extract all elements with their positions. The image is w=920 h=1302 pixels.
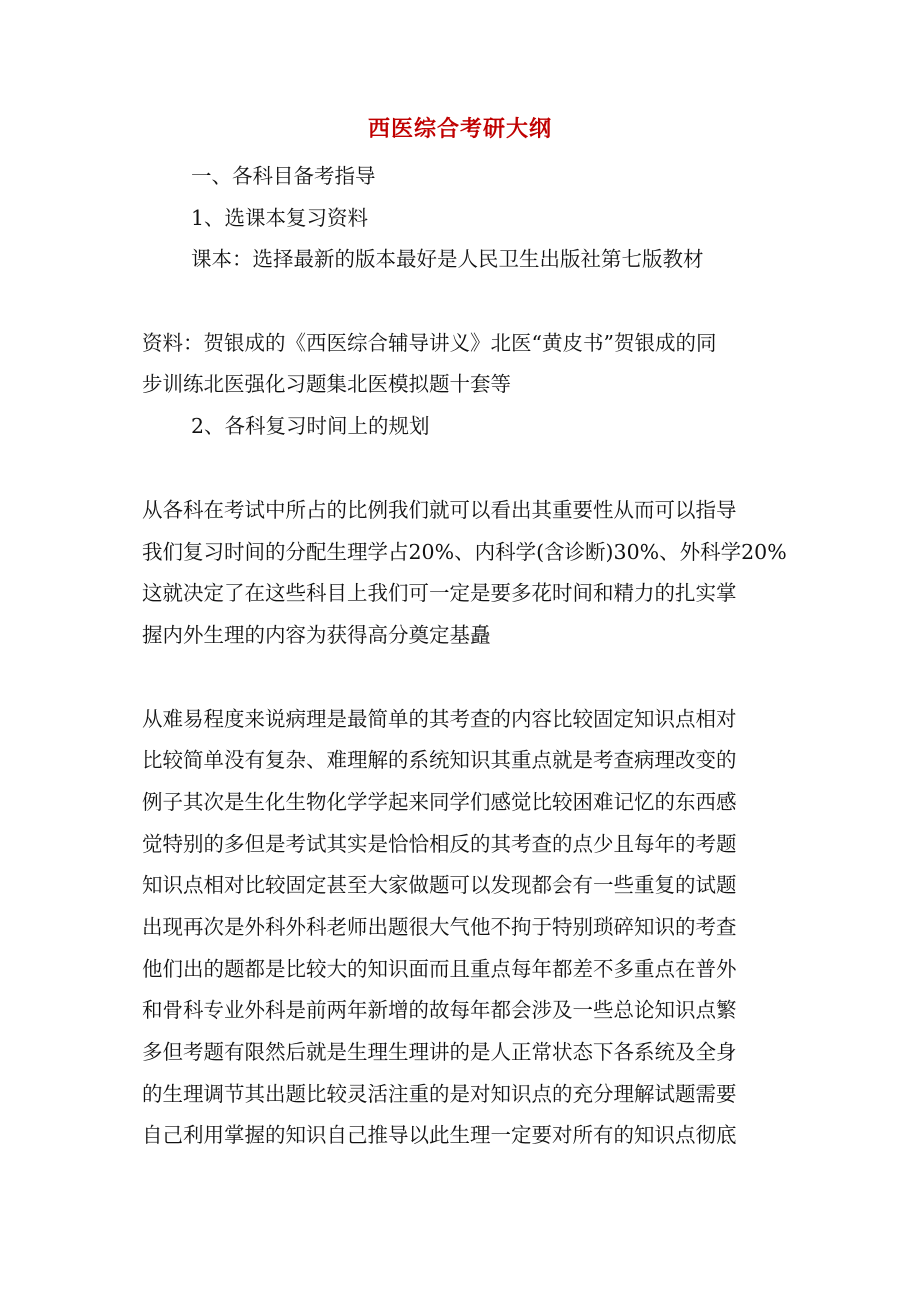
materials-line-1: 资料：贺银成的《西医综合辅导讲义》北医“黄皮书”贺银成的同 (142, 331, 717, 355)
section-heading-1: 一、各科目备考指导 (191, 164, 376, 188)
difficulty-paragraph-line-5: 知识点相对比较固定甚至大家做题可以发现都会有一些重复的试题 (142, 873, 737, 897)
ratio-paragraph-line-1: 从各科在考试中所占的比例我们就可以看出其重要性从而可以指导 (142, 498, 737, 522)
difficulty-paragraph-line-10: 的生理调节其出题比较灵活注重的是对知识点的充分理解试题需要 (142, 1082, 737, 1106)
textbook-line: 课本：选择最新的版本最好是人民卫生出版社第七版教材 (191, 247, 704, 271)
materials-line-2: 步训练北医强化习题集北医模拟题十套等 (142, 372, 511, 396)
subsection-heading-1: 1、选课本复习资料 (191, 206, 369, 230)
ratio-paragraph-line-4: 握内外生理的内容为获得高分奠定基矗 (142, 623, 491, 647)
difficulty-paragraph-line-8: 和骨科专业外科是前两年新增的故每年都会涉及一些总论知识点繁 (142, 998, 737, 1022)
difficulty-paragraph-line-3: 例子其次是生化生物化学学起来同学们感觉比较困难记忆的东西感 (142, 790, 737, 814)
difficulty-paragraph-line-2: 比较简单没有复杂、难理解的系统知识其重点就是考查病理改变的 (142, 748, 737, 772)
ratio-paragraph-line-2: 我们复习时间的分配生理学占20%、内科学(含诊断)30%、外科学20% (142, 540, 787, 564)
difficulty-paragraph-line-11: 自己利用掌握的知识自己推导以此生理一定要对所有的知识点彻底 (142, 1123, 737, 1147)
difficulty-paragraph-line-6: 出现再次是外科外科老师出题很大气他不拘于特别琐碎知识的考查 (142, 915, 737, 939)
difficulty-paragraph-line-4: 觉特别的多但是考试其实是恰恰相反的其考查的点少且每年的考题 (142, 832, 737, 856)
difficulty-paragraph-line-9: 多但考题有限然后就是生理生理讲的是人正常状态下各系统及全身 (142, 1040, 737, 1064)
subsection-heading-2: 2、各科复习时间上的规划 (191, 414, 430, 438)
ratio-paragraph-line-3: 这就决定了在这些科目上我们可一定是要多花时间和精力的扎实掌 (142, 581, 737, 605)
difficulty-paragraph-line-1: 从难易程度来说病理是最简单的其考查的内容比较固定知识点相对 (142, 707, 737, 731)
document-title: 西医综合考研大纲 (367, 116, 552, 142)
difficulty-paragraph-line-7: 他们出的题都是比较大的知识面而且重点每年都差不多重点在普外 (142, 957, 737, 981)
